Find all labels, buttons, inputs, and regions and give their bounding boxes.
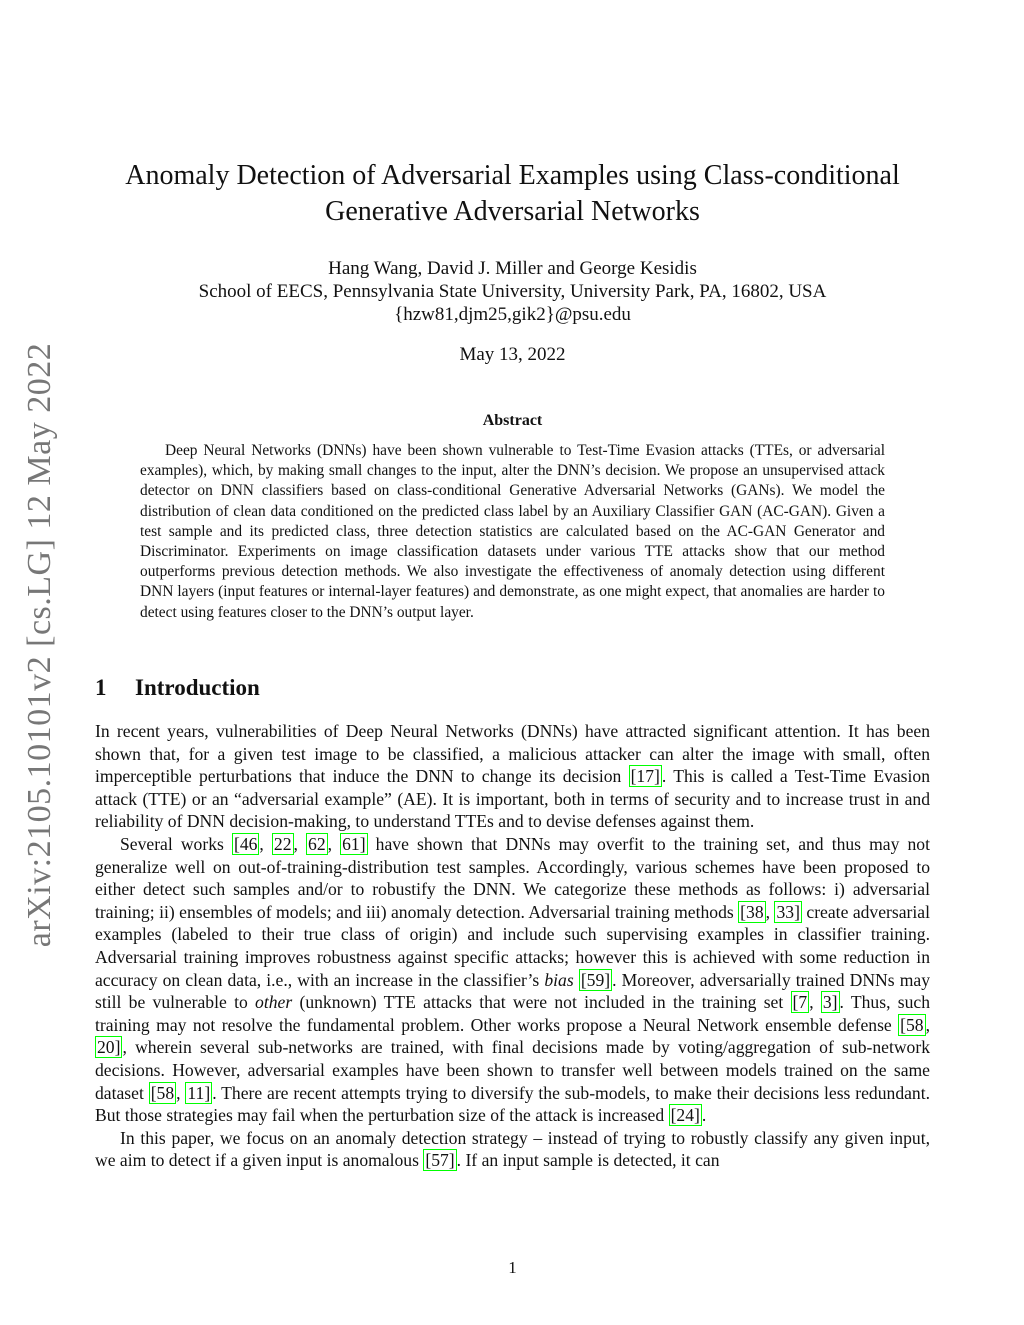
section-number: 1 [95, 675, 107, 700]
section-title: Introduction [135, 675, 260, 700]
text-run: . If an input sample is detected, it can [456, 1150, 720, 1171]
section-heading [95, 675, 930, 701]
citation-link[interactable]: [7 [792, 992, 808, 1013]
citation-link[interactable]: 11] [187, 1082, 211, 1103]
text-run: . Thus, such training may not resolve the fundamental problem. Other works propose a Neural Network ensemble defense [95, 992, 930, 1035]
citation-link[interactable]: 61] [342, 833, 366, 854]
citation-link[interactable]: [59] [580, 969, 611, 990]
text-run: In recent years, vulnerabilities of Deep Neural Networks (DNNs) have attracted significant attention. It has been shown that, for a given test image to be classified, a malicious attacker can alter the image with small, often imperceptible perturbations that induce the DNN to change its decision [95, 721, 930, 787]
citation-link[interactable]: 62 [308, 833, 326, 854]
arxiv-identifier: arXiv:2105.10101v2 [cs.LG] 12 May 2022 [21, 342, 59, 948]
citation-link[interactable]: [46 [233, 833, 258, 854]
text-run: , [765, 901, 775, 922]
text-run: , [327, 833, 341, 854]
text-run: Several works [120, 833, 232, 854]
emphasis: bias [544, 969, 574, 990]
arxiv-sidebar [10, 342, 70, 948]
abstract-heading: Abstract [482, 412, 543, 429]
paper-title: Anomaly Detection of Adversarial Examples using Class-conditional Generative Adversarial Networks [125, 160, 900, 227]
text-run: , [925, 1014, 930, 1035]
citation-link[interactable]: [58 [150, 1082, 175, 1103]
page-number: 1 [508, 1258, 517, 1277]
citation-link[interactable]: 20] [97, 1037, 121, 1058]
text-run: , [293, 833, 307, 854]
citation-link[interactable]: [24] [670, 1105, 700, 1126]
text-run: , wherein several sub-networks are trained, with final decisions made by voting/aggregation of sub-network decisions. However, adversarial examples have been shown to transfer well between models trained on the same dataset [95, 1037, 930, 1103]
text-run: create adversarial examples (labeled to their true class of origin) and include such supervising examples in classifier training. Adversarial training improves robustness against specific attacks; however this is achieved with some reduction in accuracy on clean data, i.e., with an increase in the classifier’s [95, 901, 930, 990]
citation-link[interactable]: 22 [273, 833, 292, 854]
text-run: . There are recent attempts trying to diversify the sub-models, to make their decisions less redundant. But those strategies may fail when the perturbation size of the attack is increased [95, 1082, 931, 1126]
paper-affiliation: School of EECS, Pennsylvania State University, University Park, PA, 16802, USA [198, 281, 827, 302]
text-run: (unknown) TTE attacks that were not included in the training set [292, 992, 791, 1013]
citation-link[interactable]: [57] [425, 1150, 455, 1171]
paper-email: {hzw81,djm25,gik2}@psu.edu [394, 304, 631, 325]
paragraph-3 [95, 1127, 930, 1172]
text-run: , [259, 833, 272, 854]
body-text [95, 720, 930, 1172]
emphasis: other [255, 992, 293, 1013]
paragraph-2 [95, 833, 930, 1127]
paper-authors: Hang Wang, David J. Miller and George Kesidis [328, 258, 697, 279]
text-run: , [809, 992, 821, 1013]
citation-link[interactable]: [17] [630, 766, 660, 787]
text-run: . This is called a Test-Time Evasion attack (TTE) or an “adversarial example” (AE). It is important, both in terms of security and to increase trust in and reliability of DNN decision-making, to understand TTEs and to devise defenses against them. [95, 766, 931, 832]
paragraph-1 [95, 720, 930, 833]
text-run: In this paper, we focus on an anomaly detection strategy – instead of trying to robustly classify any given input, we aim to detect if a given input is anomalous [95, 1127, 930, 1171]
citation-link[interactable]: 33] [776, 901, 800, 922]
citation-link[interactable]: 3] [822, 992, 838, 1013]
text-run: have shown that DNNs may overfit to the training set, and thus may not generalize well on out-of-training-distribution test samples. Accordingly, various schemes have been proposed to either detect such samples and/or to robustify the DNN. We categorize these methods as follows: i) adversarial training; ii) ensembles of models; and iii) anomaly detection. Adversarial training methods [95, 833, 930, 922]
citation-link[interactable]: [58 [900, 1014, 924, 1035]
paper-date: May 13, 2022 [459, 344, 566, 365]
citation-link[interactable]: [38 [740, 901, 764, 922]
text-run: , [176, 1082, 186, 1103]
text-run: . [701, 1105, 707, 1126]
abstract-text: Deep Neural Networks (DNNs) have been shown vulnerable to Test-Time Evasion attacks (TTEs, or adversarial examples), which, by making small changes to the input, alter the DNN’s decision. We propose an unsupervised attack detector on DNN classifiers based on class-conditional Generative Adversarial Networks (GANs). We model the distribution of clean data conditioned on the predicted class label by an Auxiliary Classifier GAN (AC-GAN). Given a test sample and its predicted class, three detection statistics are calculated based on the AC-GAN Generator and Discriminator. Experiments on image classification datasets under various TTE attacks show that our method outperforms previous detection methods. We also investigate the effectiveness of anomaly detection using different DNN layers (input features or internal-layer features) and demonstrate, as one might expect, that anomalies are harder to detect using features closer to the DNN’s output layer. [140, 442, 885, 621]
text-run: . Moreover, adversarially trained DNNs may still be vulnerable to [95, 969, 930, 1013]
